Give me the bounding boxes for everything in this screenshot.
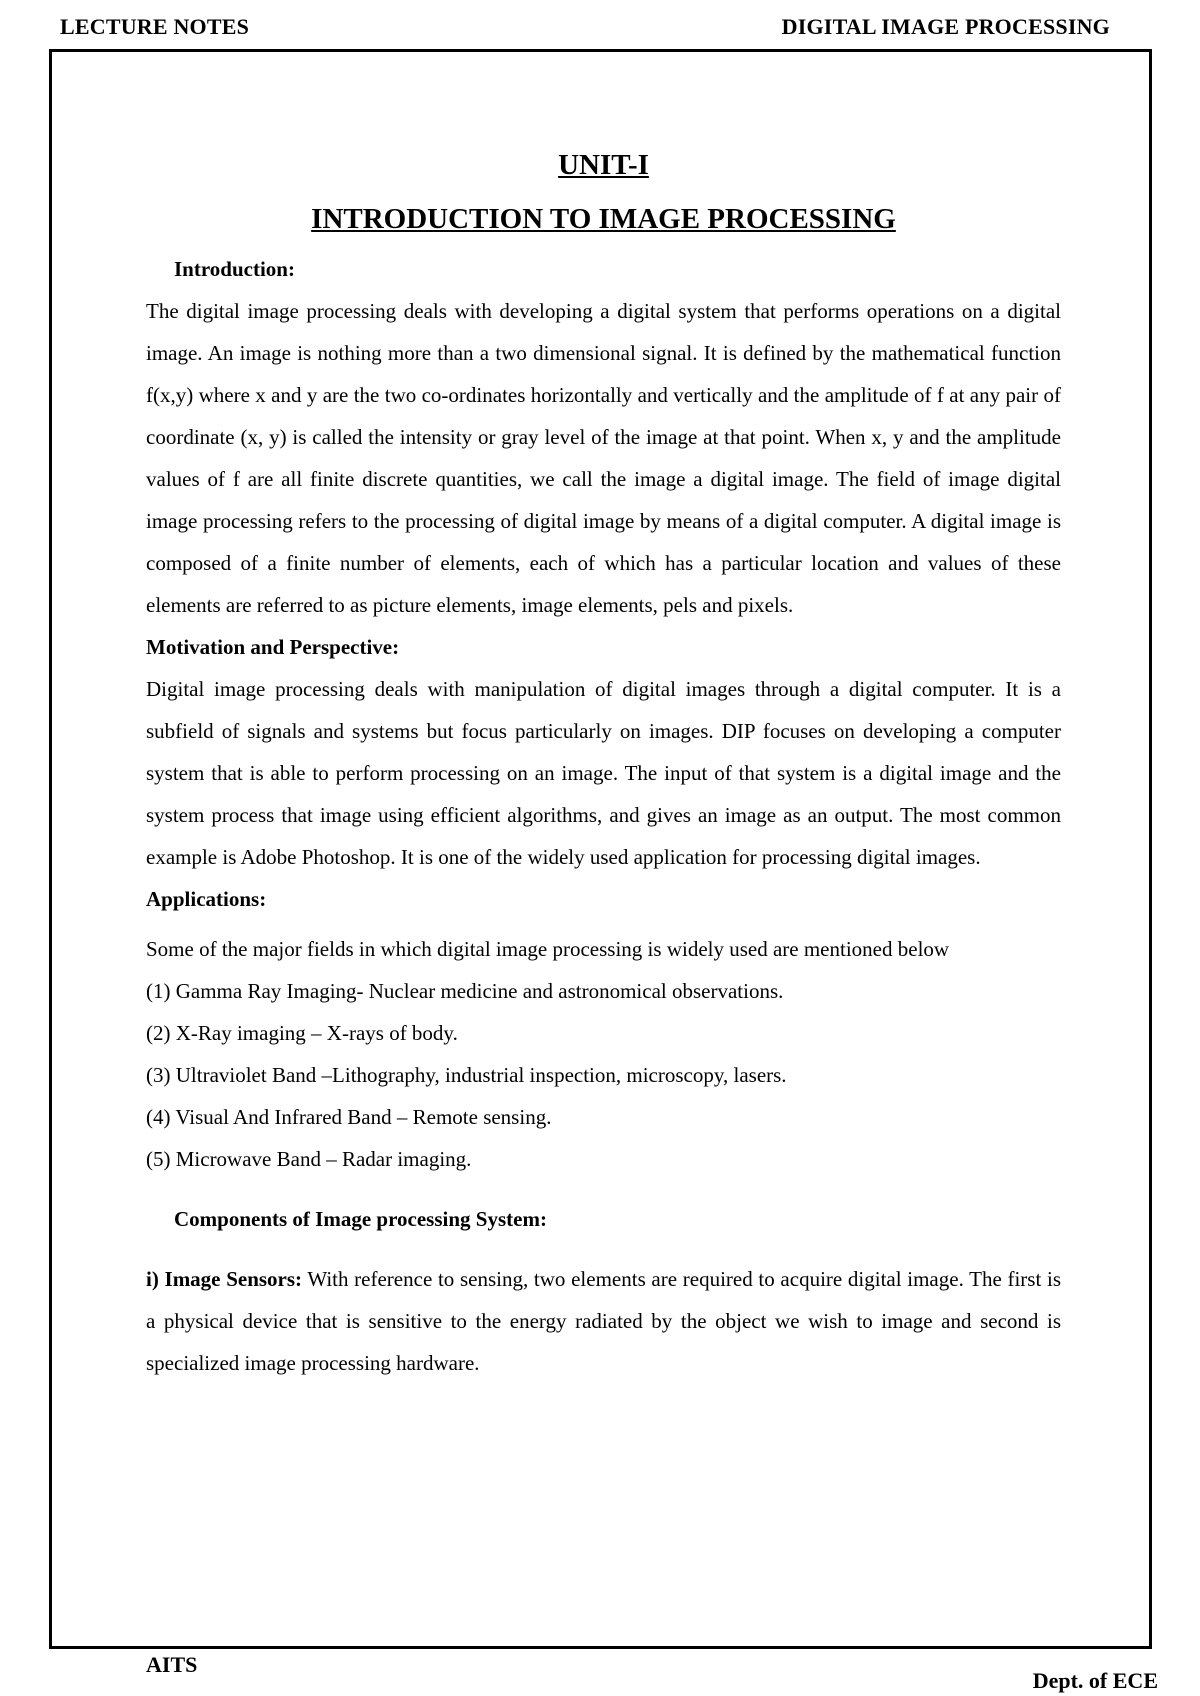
list-item: (4) Visual And Infrared Band – Remote sensing.: [146, 1105, 552, 1129]
introduction-paragraph: The digital image processing deals with developing a digital system that performs operations on a digital image. An image is nothing more than a two dimensional signal. It is defined by the mathematical function f(x,y) where x and y are the two co-ordinates horizontally and vertically and the amplitude of f at any pair of coordinate (x, y) is called the intensity or gray level of the image at that point. When x, y and the amplitude values of f are all finite discrete quantities, we call the image a digital image. The field of image digital image processing refers to the processing of digital image by means of a digital computer. A digital image is composed of a finite number of elements, each of which has a particular location and values of these elements are referred to as picture elements, image elements, pels and pixels.: [146, 299, 1061, 617]
list-item: (1) Gamma Ray Imaging- Nuclear medicine and astronomical observations.: [146, 979, 784, 1003]
footer-left: AITS: [146, 1652, 198, 1677]
page-title: INTRODUCTION TO IMAGE PROCESSING: [311, 203, 896, 235]
introduction-heading: Introduction:: [174, 257, 295, 281]
image-sensors-text: With reference to sensing, two elements are required to acquire digital image. The first is a physical device that is sensitive to the energy radiated by the object we wish to image and second is specialized image processing hardware.: [146, 1267, 1061, 1375]
motivation-paragraph: Digital image processing deals with manipulation of digital images through a digital computer. It is a subfield of signals and systems but focus particularly on images. DIP focuses on developing a computer system that is able to perform processing on an image. The input of that system is a digital image and the system process that image using efficient algorithms, and gives an image as an output. The most common example is Adobe Photoshop. It is one of the widely used application for processing digital images.: [146, 677, 1061, 869]
footer-right: Dept. of ECE: [1032, 1668, 1158, 1693]
header-right: DIGITAL IMAGE PROCESSING: [781, 14, 1110, 39]
unit-title: UNIT-I: [558, 149, 649, 181]
image-sensors-label: i) Image Sensors:: [146, 1267, 303, 1291]
page-content: [146, 138, 1061, 1384]
list-item: (3) Ultraviolet Band –Lithography, industrial inspection, microscopy, lasers.: [146, 1063, 787, 1087]
applications-heading: Applications:: [146, 887, 267, 911]
motivation-heading: Motivation and Perspective:: [146, 635, 400, 659]
list-item: (2) X-Ray imaging – X-rays of body.: [146, 1021, 458, 1045]
components-heading: Components of Image processing System:: [174, 1207, 547, 1231]
image-sensors-paragraph: [146, 1258, 1061, 1384]
header-left: LECTURE NOTES: [60, 14, 250, 39]
list-item: (5) Microwave Band – Radar imaging.: [146, 1147, 472, 1171]
applications-intro: Some of the major fields in which digital image processing is widely used are mentioned below: [146, 937, 950, 961]
